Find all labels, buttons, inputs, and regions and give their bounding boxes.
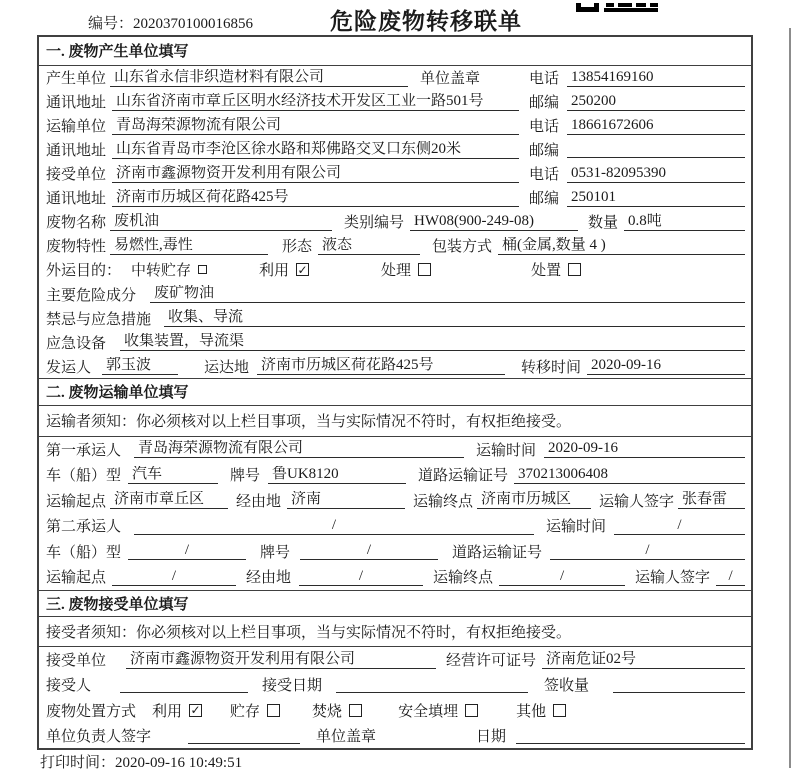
road-permit-2-value: /	[550, 542, 745, 560]
receiver-phone-label: 电话	[528, 167, 559, 184]
permit-no-label: 经营许可证号	[446, 653, 537, 670]
receiver-notice: 接受者须知：你必须核对以上栏目事项，当与实际情况不符时，有权拒绝接受。	[39, 617, 751, 647]
transporter-postcode-value	[567, 141, 745, 158]
receiver-postcode-label: 邮编	[528, 191, 559, 208]
plate-no-1-value: 鲁UK8120	[268, 466, 406, 484]
receiver-address-row	[39, 186, 751, 210]
receiving-unit-label: 接受单位	[46, 653, 107, 670]
purpose-dispose-checkbox	[568, 263, 581, 276]
emergency-equipment-value: 收集装置，导流渠	[120, 333, 745, 351]
quantity-label: 数量	[588, 215, 619, 232]
receive-date-label: 接受日期	[262, 678, 323, 695]
receiver-unit-value: 济南市鑫源物资开发利用有限公司	[112, 165, 519, 183]
serial-value: 2020370100016856	[133, 16, 254, 32]
receipt-quantity-label: 签收量	[544, 678, 590, 695]
disposal-recycle-checkbox	[189, 704, 202, 717]
vehicle-1-row	[39, 462, 751, 488]
carrier-1-row	[39, 437, 751, 463]
carrier-1-label: 第一承运人	[46, 442, 122, 459]
transporter-address-row	[39, 138, 751, 162]
precautions-value: 收集、导流	[164, 309, 745, 327]
checkmark: ✓	[190, 703, 201, 718]
receiver-person-value	[120, 676, 248, 693]
unit-seal-2-label: 单位盖章	[316, 728, 377, 745]
carrier-2-row	[39, 513, 751, 539]
receiving-unit-value: 济南市鑫源物资开发利用有限公司	[126, 651, 436, 669]
transport-date-1-value: 2020-09-16	[544, 440, 745, 458]
transporter-unit-row	[39, 114, 751, 138]
form-title: 危险废物转移联单	[330, 9, 522, 34]
plate-no-1-label: 牌号	[230, 468, 261, 485]
responsible-sign-row	[39, 723, 751, 748]
purpose-dispose-label: 处置	[531, 263, 562, 280]
generator-unit-row	[39, 66, 751, 90]
terminus-2-value: /	[499, 568, 625, 586]
transporter-phone-value: 18661672606	[567, 117, 745, 135]
destination-label: 运达地	[204, 359, 250, 376]
disposal-recycle-label: 利用	[152, 703, 183, 720]
unit-seal-label: 单位盖章	[420, 71, 481, 88]
checkmark: ✓	[297, 262, 308, 277]
generator-address-row	[39, 90, 751, 114]
via-1-label: 经由地	[236, 493, 282, 510]
receiver-unit-row	[39, 162, 751, 186]
plate-no-2-label: 牌号	[260, 544, 291, 561]
serial-label: 编号：	[88, 16, 134, 32]
form-state-value: 液态	[318, 237, 420, 255]
responsible-sign-value	[188, 727, 300, 744]
vehicle-type-1-label: 车（船）型	[46, 468, 122, 485]
main-hazard-label: 主要危险成分	[46, 287, 137, 304]
serial-number	[88, 12, 253, 33]
qr-code-fragment-icon	[576, 0, 660, 18]
disposal-method-label: 废物处置方式	[46, 703, 137, 720]
vehicle-type-1-value: 汽车	[128, 466, 218, 484]
generator-unit-label: 产生单位	[46, 71, 107, 88]
purpose-recycle-label: 利用	[259, 263, 290, 280]
receiver-person-label: 接受人	[46, 678, 92, 695]
carrier-2-label: 第二承运人	[46, 519, 122, 536]
origin-2-label: 运输起点	[46, 570, 107, 587]
waste-name-row	[39, 210, 751, 234]
waste-name-label: 废物名称	[46, 215, 107, 232]
vehicle-type-2-value: /	[128, 542, 246, 560]
section-3-header: 三. 废物接受单位填写	[39, 590, 751, 618]
main-hazard-value: 废矿物油	[150, 285, 745, 303]
transporter-address-label: 通讯地址	[46, 143, 107, 160]
via-2-label: 经由地	[246, 570, 292, 587]
transporter-address-value: 山东省青岛市李沧区徐水路和郑佛路交叉口东侧20米	[112, 141, 519, 159]
receiver-phone-value: 0531-82095390	[567, 165, 745, 183]
receiver-address-label: 通讯地址	[46, 191, 107, 208]
generator-unit-value: 山东省永信非织造材料有限公司	[110, 69, 408, 87]
transporter-unit-label: 运输单位	[46, 119, 107, 136]
receipt-quantity-value	[613, 676, 745, 693]
waste-characteristics-value: 易燃性,毒性	[110, 237, 268, 255]
transporter-postcode-label: 邮编	[528, 143, 559, 160]
carrier-sign-1-label: 运输人签字	[599, 493, 675, 510]
purpose-recycle-option	[259, 259, 309, 280]
purpose-dispose-option	[531, 259, 581, 280]
transfer-date-label: 转移时间	[521, 359, 582, 376]
transfer-purpose-row	[39, 258, 751, 282]
route-1-row	[39, 488, 751, 514]
terminus-2-label: 运输终点	[433, 570, 494, 587]
purpose-treat-checkbox	[418, 263, 431, 276]
waste-characteristics-label: 废物特性	[46, 239, 107, 256]
receive-date-value	[336, 676, 528, 693]
date-value	[516, 727, 745, 744]
transport-date-2-value: /	[614, 517, 745, 535]
page-scan-edge	[789, 28, 791, 768]
road-permit-1-label: 道路运输证号	[418, 468, 509, 485]
receiver-unit-label: 接受单位	[46, 167, 107, 184]
packaging-value: 桶(金属,数量 4 )	[498, 237, 745, 255]
purpose-recycle-checkbox	[296, 263, 309, 276]
disposal-other-option	[516, 700, 566, 721]
disposal-storage-checkbox	[267, 704, 280, 717]
transport-date-1-label: 运输时间	[476, 442, 537, 459]
vehicle-type-2-label: 车（船）型	[46, 544, 122, 561]
generator-address-value: 山东省济南市章丘区明水经济技术开发区工业一路501号	[112, 93, 519, 111]
waste-name-value: 废机油	[110, 213, 332, 231]
section-2-header: 二. 废物运输单位填写	[39, 378, 751, 406]
generator-postcode-value: 250200	[567, 93, 745, 111]
receiving-unit-row	[39, 647, 751, 672]
category-code-value: HW08(900-249-08)	[410, 213, 578, 231]
precautions-row	[39, 306, 751, 330]
disposal-landfill-label: 安全填埋	[398, 703, 459, 720]
generator-postcode-label: 邮编	[528, 95, 559, 112]
disposal-landfill-checkbox	[465, 704, 478, 717]
precautions-label: 禁忌与应急措施	[46, 311, 152, 328]
carrier-1-value: 青岛海荣源物流有限公司	[134, 440, 464, 458]
carrier-sign-1-value: 张春雷	[678, 491, 745, 509]
plate-no-2-value: /	[300, 542, 438, 560]
carrier-2-value: /	[134, 517, 534, 535]
via-1-value: 济南	[287, 491, 405, 509]
receiver-postcode-value: 250101	[567, 189, 745, 207]
generator-phone-value: 13854169160	[567, 69, 745, 87]
destination-value: 济南市历城区荷花路425号	[257, 357, 505, 375]
disposal-other-label: 其他	[516, 703, 547, 720]
transport-date-2-label: 运输时间	[546, 519, 607, 536]
disposal-landfill-option	[398, 700, 478, 721]
section-1-header: 一. 废物产生单位填写	[39, 37, 751, 66]
terminus-1-label: 运输终点	[413, 493, 474, 510]
emergency-equipment-label: 应急设备	[46, 335, 107, 352]
receiver-address-value: 济南市历城区荷花路425号	[112, 189, 519, 207]
main-hazard-row	[39, 282, 751, 306]
origin-1-label: 运输起点	[46, 493, 107, 510]
terminus-1-value: 济南市历城区	[477, 491, 591, 509]
quantity-value: 0.8吨	[624, 213, 745, 231]
transporter-phone-label: 电话	[528, 119, 559, 136]
packaging-label: 包装方式	[432, 239, 493, 256]
form-state-label: 形态	[282, 239, 313, 256]
consignor-value: 郭玉波	[102, 357, 178, 375]
origin-1-value: 济南市章丘区	[110, 491, 228, 509]
consignor-label: 发运人	[46, 359, 92, 376]
road-permit-2-label: 道路运输证号	[452, 544, 543, 561]
via-2-value: /	[299, 568, 423, 586]
carrier-sign-2-value: /	[716, 568, 745, 586]
transfer-date-value: 2020-09-16	[587, 357, 745, 375]
carrier-sign-2-label: 运输人签字	[635, 570, 711, 587]
consignor-row	[39, 354, 751, 378]
emergency-equipment-row	[39, 330, 751, 354]
date-label: 日期	[476, 728, 507, 745]
generator-address-label: 通讯地址	[46, 95, 107, 112]
origin-2-value: /	[112, 568, 236, 586]
disposal-method-row	[39, 697, 751, 722]
transfer-purpose-label: 外运目的：	[46, 263, 122, 280]
road-permit-1-value: 370213006408	[514, 466, 745, 484]
transporter-notice: 运输者须知：你必须核对以上栏目事项，当与实际情况不符时，有权拒绝接受。	[39, 406, 751, 437]
purpose-transit-storage-option	[131, 259, 207, 280]
disposal-incinerate-label: 焚烧	[312, 703, 343, 720]
disposal-recycle-option	[152, 700, 202, 721]
route-2-row	[39, 564, 751, 590]
category-code-label: 类别编号	[344, 215, 405, 232]
waste-characteristics-row	[39, 234, 751, 258]
permit-no-value: 济南危证02号	[542, 651, 745, 669]
disposal-storage-option	[230, 700, 280, 721]
purpose-treat-option	[381, 259, 431, 280]
receiver-person-row	[39, 672, 751, 697]
disposal-other-checkbox	[553, 704, 566, 717]
purpose-transit-storage-checkbox	[198, 265, 207, 274]
disposal-incinerate-checkbox	[349, 704, 362, 717]
vehicle-2-row	[39, 539, 751, 565]
purpose-transit-storage-label: 中转贮存	[131, 263, 192, 280]
transfer-form-table	[37, 35, 753, 750]
print-time: 打印时间：2020-09-16 10:49:51	[40, 755, 243, 771]
disposal-incinerate-option	[312, 700, 362, 721]
responsible-sign-label: 单位负责人签字	[46, 728, 152, 745]
purpose-treat-label: 处理	[381, 263, 412, 280]
generator-phone-label: 电话	[528, 71, 559, 88]
disposal-storage-label: 贮存	[230, 703, 261, 720]
transporter-unit-value: 青岛海荣源物流有限公司	[112, 117, 519, 135]
